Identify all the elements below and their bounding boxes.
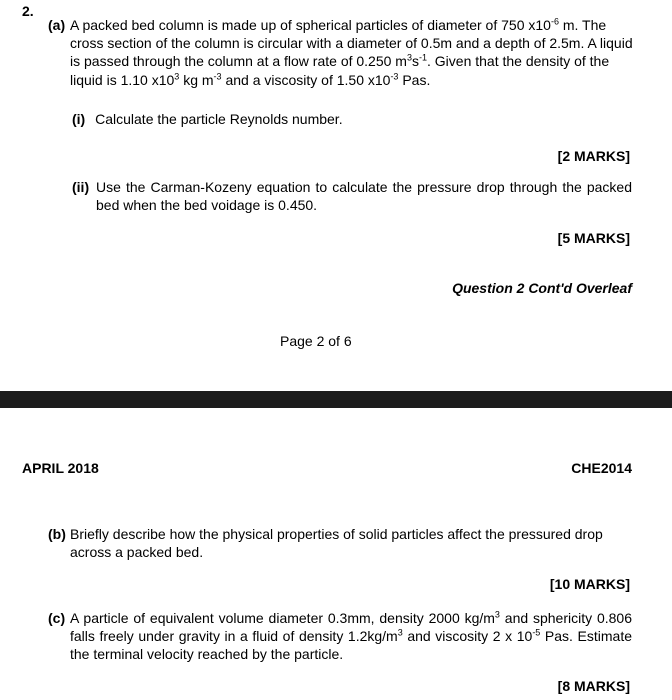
part-a-ii-marks: [5 MARKS] — [557, 230, 630, 246]
part-c-marks: [8 MARKS] — [557, 678, 630, 694]
part-a-i — [72, 110, 632, 128]
header-date: APRIL 2018 — [22, 460, 99, 476]
continued-note: Question 2 Cont'd Overleaf — [452, 280, 632, 296]
question-number: 2. — [22, 3, 34, 19]
page-footer: Page 2 of 6 — [280, 333, 352, 349]
part-b — [48, 525, 638, 561]
part-c-label: (c) — [48, 610, 66, 626]
part-a — [48, 16, 638, 89]
part-a-ii-text: Use the Carman-Kozeny equation to calculate the pressure drop through the packed bed when the bed voidage is 0.450. — [96, 179, 632, 214]
part-a-text: A packed bed column is made up of spherical particles of diameter of 750 $x10^{-6}$ m. The cross section of the column is circular with a diameter of 0.5m and a depth of 2.5m. A liquid is passed through the column at a flow rate of 0.250 $m^3s^{-1}$. Given that the density of the liquid is 1.10 $x10^3$ kg $m^{-3}$ and a viscosity of 1.50 $x10^{-3}$ Pas. — [70, 16, 633, 88]
part-a-ii-label: (ii) — [72, 179, 90, 195]
part-a-ii — [72, 178, 632, 214]
part-b-marks: [10 MARKS] — [549, 576, 630, 592]
header-course-code: CHE2014 — [571, 460, 632, 476]
part-a-label: (a) — [48, 17, 66, 33]
part-a-i-text: Calculate the particle Reynolds number. — [95, 111, 343, 127]
page-break-divider — [0, 391, 672, 408]
part-a-i-label: (i) — [72, 111, 86, 127]
part-b-label: (b) — [48, 526, 66, 542]
part-b-text: Briefly describe how the physical properties of solid particles affect the pressured drop across a packed bed. — [70, 526, 603, 561]
part-c-text: A particle of equivalent volume diameter 0.3mm, density 2000 $kg/m^3$ and sphericity 0.806 falls freely under gravity in a fluid of density $1.2kg/m^3$ and viscosity 2 x $10^{-5}$ Pas. Estimate the terminal velocity reached by the particle. — [70, 609, 632, 663]
part-c — [48, 609, 632, 664]
part-a-i-marks: [2 MARKS] — [557, 148, 630, 164]
